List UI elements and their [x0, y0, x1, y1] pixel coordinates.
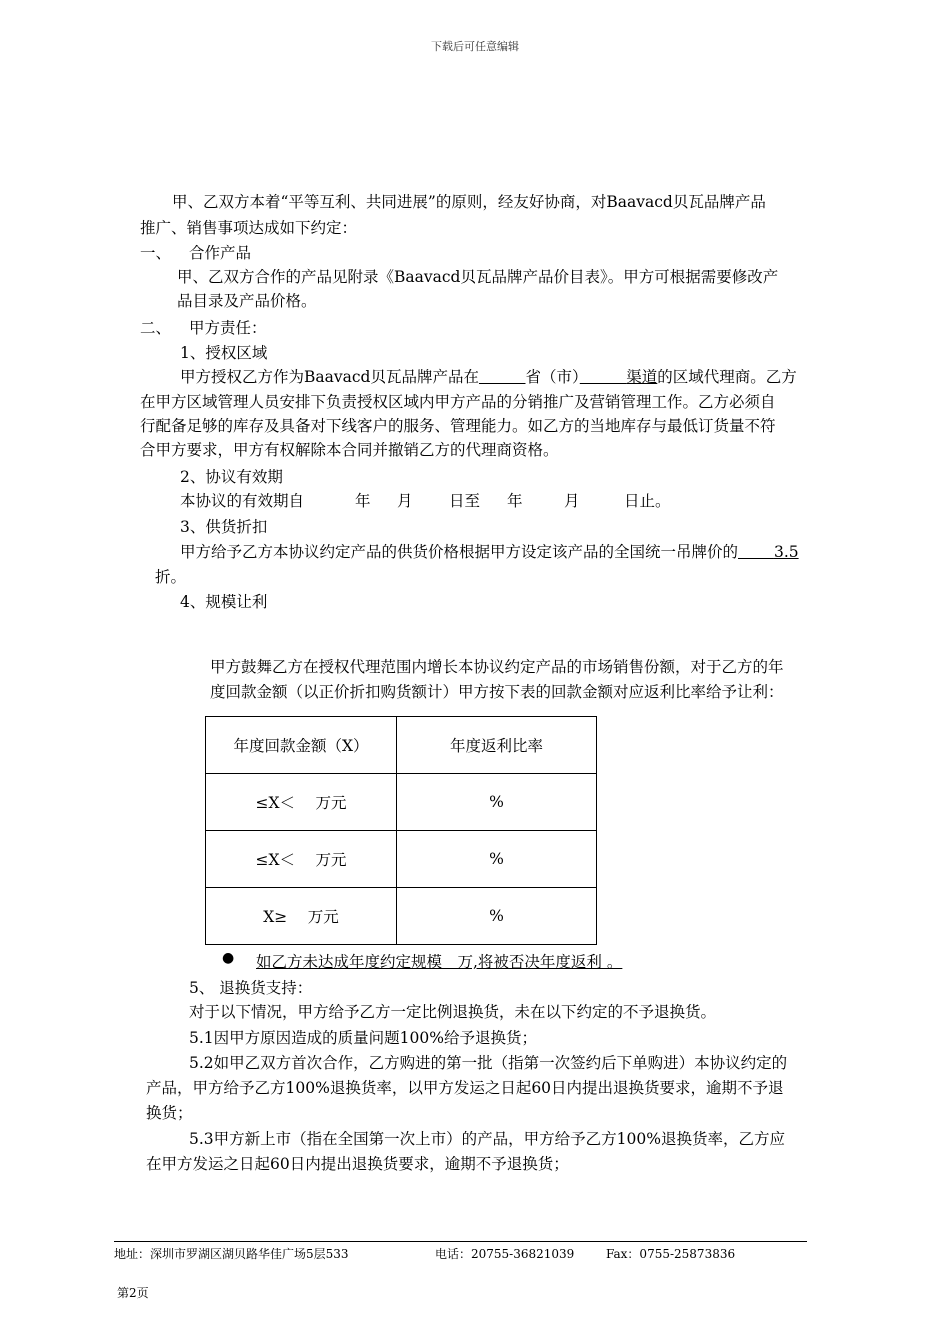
table-cell-amount: ≤X＜ 万元	[206, 774, 397, 831]
subsection-2-1-line-4: 合甲方要求，甲方有权解除本合同并撤销乙方的代理商资格。	[140, 441, 559, 459]
subsection-2-1-title: 1、授权区域	[180, 344, 268, 362]
subsection-2-1-line-1	[180, 365, 797, 387]
section-1-para-line-2: 品目录及产品价格。	[177, 292, 317, 310]
section-5-intro: 对于以下情况，甲方给予乙方一定比例退换货，未在以下约定的不予退换货。	[189, 1003, 717, 1021]
authorized-region-text: 甲方授权乙方作为Baavacd贝瓦品牌产品在	[180, 368, 479, 386]
table-cell-rate: %	[397, 888, 597, 945]
section-1-number: 一、	[140, 244, 172, 262]
section-5-2-line-3: 换货；	[146, 1104, 193, 1122]
validity-year-1: 年	[355, 492, 371, 510]
section-5-2-line-2: 产品，甲方给予乙方100%退换货率，以甲方发运之日起60日内提出退换货要求，逾期不予退	[146, 1079, 784, 1097]
validity-month-2: 月	[564, 492, 580, 510]
table-row	[206, 888, 597, 945]
page-number: 第2页	[117, 1286, 149, 1300]
section-1-title: 合作产品	[189, 244, 252, 262]
discount-text: 甲方给予乙方本协议约定产品的供货价格根据甲方设定该产品的全国统一吊牌价的	[180, 543, 739, 561]
validity-month-1: 月	[397, 492, 413, 510]
section-5-3-line-1: 5.3甲方新上市（指在全国第一次上市）的产品，甲方给予乙方100%退换货率，乙方应	[189, 1130, 785, 1148]
table-cell-amount: ≤X＜ 万元	[206, 831, 397, 888]
province-label: 省（市）	[525, 368, 580, 386]
table-row	[206, 774, 597, 831]
page-header: 下载后可任意编辑	[431, 40, 519, 53]
validity-end: 日止。	[624, 492, 671, 510]
intro-line-1: 甲、乙双方本着“平等互利、共同进展”的原则，经友好协商，对Baavacd贝瓦品牌产品	[172, 193, 766, 211]
regional-agent-text: 的区域代理商。乙方	[657, 368, 797, 386]
table-row	[206, 831, 597, 888]
scale-rebate-line-2: 度回款金额（以正价折扣购货额计）甲方按下表的回款金额对应返利比率给予让利：	[210, 683, 784, 701]
subsection-2-1-line-2: 在甲方区域管理人员安排下负责授权区域内甲方产品的分销推广及营销管理工作。乙方必须自	[140, 393, 776, 411]
discount-value-blank	[738, 543, 799, 561]
section-2-title: 甲方责任：	[189, 319, 267, 337]
validity-day-to: 日至	[449, 492, 481, 510]
section-5-2-line-1: 5.2如甲乙双方首次合作，乙方购进的第一批（指第一次签约后下单购进）本协议约定的	[189, 1054, 788, 1072]
footer-fax: Fax：0755-25873836	[606, 1247, 736, 1261]
validity-year-2: 年	[507, 492, 523, 510]
section-5-title: 5、 退换货支持：	[189, 979, 313, 997]
subsection-2-2-title: 2、协议有效期	[180, 468, 283, 486]
discount-line-2: 折。	[155, 568, 187, 586]
intro-line-2: 推广、销售事项达成如下约定：	[140, 219, 358, 237]
discount-line-1	[180, 540, 799, 562]
scale-rebate-line-1: 甲方鼓舞乙方在授权代理范围内增长本协议约定产品的市场销售份额，对于乙方的年	[210, 658, 784, 676]
section-5-3-line-2: 在甲方发运之日起60日内提出退换货要求，逾期不予退换货；	[146, 1155, 569, 1173]
channel-label: 渠道	[626, 368, 658, 386]
discount-value: 3.5	[773, 543, 799, 561]
validity-period-prefix: 本协议的有效期自	[180, 492, 305, 510]
table-cell-rate: %	[397, 831, 597, 888]
footer-divider	[114, 1241, 807, 1242]
section-1-para-line-1: 甲、乙双方合作的产品见附录《Baavacd贝瓦品牌产品价目表》。甲方可根据需要修改产	[177, 268, 779, 286]
table-cell-amount: X≥ 万元	[206, 888, 397, 945]
section-2-number: 二、	[140, 319, 172, 337]
bullet-icon: ●	[222, 950, 235, 966]
table-header-rate: 年度返利比率	[397, 717, 597, 774]
rebate-table	[205, 716, 597, 945]
table-header-amount: 年度回款金额（X）	[206, 717, 397, 774]
footer-address: 地址：深圳市罗湖区湖贝路华佳广场5层533	[114, 1247, 349, 1261]
channel-blank	[580, 368, 658, 386]
subsection-2-3-title: 3、供货折扣	[180, 518, 268, 536]
table-header-row	[206, 717, 597, 774]
footer-phone: 电话：20755-36821039	[435, 1247, 575, 1261]
table-cell-rate: %	[397, 774, 597, 831]
subsection-2-4-title: 4、规模让利	[180, 593, 268, 611]
section-5-1: 5.1因甲方原因造成的质量问题100%给予退换货；	[189, 1029, 537, 1047]
bullet-text: 如乙方未达成年度约定规模 万,将被否决年度返利 。	[256, 953, 623, 971]
subsection-2-1-line-3: 行配备足够的库存及具备对下线客户的服务、管理能力。如乙方的当地库存与最低订货量不符	[140, 417, 776, 435]
province-blank	[479, 368, 526, 386]
